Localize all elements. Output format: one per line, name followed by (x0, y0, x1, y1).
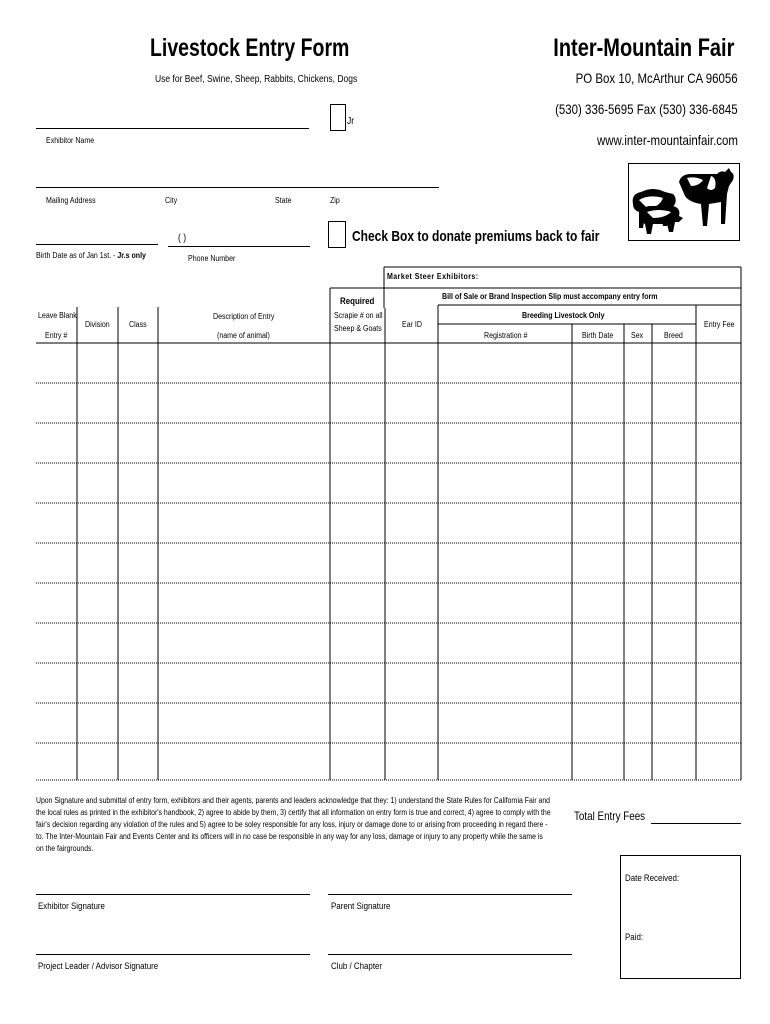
state-label: State (275, 196, 292, 205)
required-label: Required (340, 296, 375, 306)
exhibitor-name-label: Exhibitor Name (46, 136, 95, 145)
mailing-address-label: Mailing Address (46, 196, 96, 205)
breeding-only-label: Breeding Livestock Only (522, 311, 605, 320)
col-division: Division (85, 320, 110, 329)
bill-of-sale-label: Bill of Sale or Brand Inspection Slip must accompany entry form (442, 292, 658, 301)
parent-signature-label: Parent Signature (331, 901, 391, 911)
scrapie-label-2: Sheep & Goats (334, 324, 382, 333)
col-ear-id: Ear ID (402, 320, 422, 329)
org-phone-fax: (530) 336-5695 Fax (530) 336-6845 (555, 101, 738, 117)
zip-label: Zip (330, 196, 340, 205)
market-steer-label: Market Steer Exhibitors: (387, 272, 479, 281)
col-birth-date: Birth Date (582, 331, 614, 340)
birth-date-label: Birth Date as of Jan 1st. - Jr.s only (36, 251, 146, 260)
jr-label: Jr (347, 116, 355, 127)
col-name-of-animal: (name of animal) (217, 331, 270, 340)
leader-signature-label: Project Leader / Advisor Signature (38, 961, 159, 971)
phone-paren: ( ) (178, 233, 187, 244)
date-received-label: Date Received: (625, 873, 680, 883)
col-leave-blank: Leave Blank (38, 311, 77, 320)
phone-number-label: Phone Number (188, 254, 236, 263)
col-description: Description of Entry (213, 312, 275, 321)
form-title: Livestock Entry Form (150, 34, 350, 62)
col-entry-fee: Entry Fee (704, 320, 735, 329)
col-registration: Registration # (484, 331, 528, 340)
col-sex: Sex (631, 331, 644, 340)
scrapie-label-1: Scrapie # on all (334, 311, 383, 320)
city-label: City (165, 196, 178, 205)
form-subtitle: Use for Beef, Swine, Sheep, Rabbits, Chickens, Dogs (155, 74, 358, 85)
col-class: Class (129, 320, 147, 329)
org-website: www.inter-mountainfair.com (596, 132, 738, 148)
col-entry-num: Entry # (45, 331, 68, 340)
club-chapter-label: Club / Chapter (331, 961, 383, 971)
org-name: Inter-Mountain Fair (552, 34, 734, 62)
exhibitor-signature-label: Exhibitor Signature (38, 901, 105, 911)
org-address: PO Box 10, McArthur CA 96056 (575, 70, 738, 86)
donate-label: Check Box to donate premiums back to fair (352, 228, 600, 245)
paid-label: Paid: (625, 932, 644, 942)
total-fees-label: Total Entry Fees (574, 809, 646, 823)
col-breed: Breed (664, 331, 683, 340)
legal-disclaimer: Upon Signature and submittal of entry form, exhibitors and their agents, parents and leaders acknowledge that they: 1) understand the State Rules for California Fair and the local rules as printed in the exhibitor's handbook, 2) agree to abide by them, 3) certify that all information on entry form is true and correct, 4) agree to comply with the fair's decision regarding any violation of the rules and 5) agree to be soley responsible for any loss, injury or damage done to or arising from proceeding in regard there - to. The Inter-Mountain Fair and Events Center and its officers will in no case be responsible in any way for any loss, damage or injury to any property while the same is on the fairgrounds. (36, 796, 551, 853)
